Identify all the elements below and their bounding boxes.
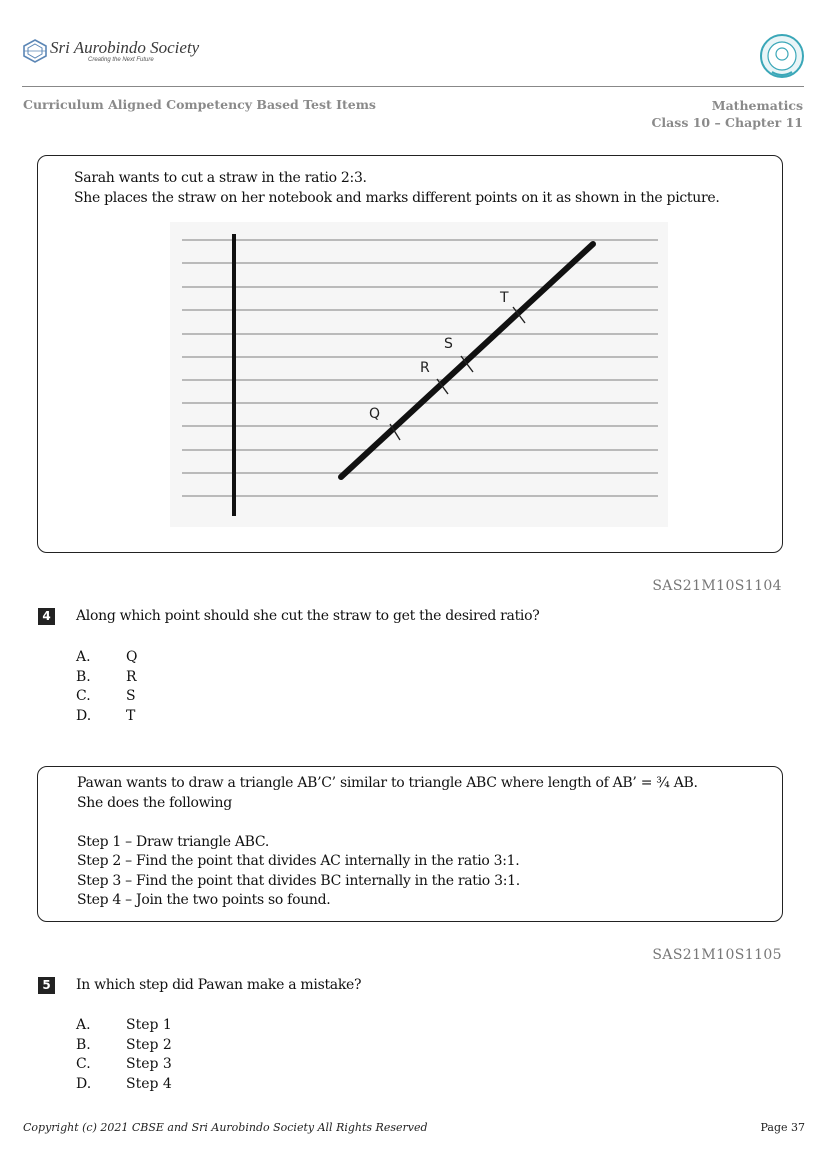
q4-stem-line: Sarah wants to cut a straw in the ratio 2:3. (74, 170, 367, 186)
figure-background (170, 222, 668, 527)
option-letter: B. (76, 1036, 91, 1053)
q5-options (76, 1016, 172, 1095)
q5-stem-line: She does the following (77, 794, 232, 811)
option-letter: B. (76, 668, 91, 685)
q5-stem (77, 774, 698, 911)
q4-item-code: SAS21M10S1104 (652, 578, 782, 594)
option-text: R (126, 668, 137, 685)
label-q: Q (369, 406, 381, 422)
q5-step-line: Step 3 – Find the point that divides BC internally in the ratio 3:1. (77, 872, 520, 889)
society-logo-icon (22, 38, 48, 64)
option-text: Q (126, 649, 138, 665)
q5-question: In which step did Pawan make a mistake? (76, 977, 362, 993)
option-letter: C. (76, 688, 91, 705)
option-text: Step 4 (126, 1076, 172, 1093)
q4-question: Along which point should she cut the straw to get the desired ratio? (76, 608, 540, 624)
option-text: T (126, 708, 136, 725)
q4-stem (74, 168, 720, 208)
label-s: S (444, 336, 453, 352)
logo-tagline: Creating the Next Future (88, 57, 154, 63)
q5-option-b[interactable] (76, 1036, 172, 1056)
cbse-seal-icon (758, 32, 806, 80)
q5-step-line: Step 1 – Draw triangle ABC. (77, 833, 269, 850)
q5-step-line: Step 4 – Join the two points so found. (77, 892, 331, 908)
q4-option-a[interactable] (76, 648, 137, 668)
q5-step-line: Step 2 – Find the point that divides AC internally in the ratio 3:1. (77, 853, 520, 869)
straw-figure (170, 222, 668, 527)
q5-option-d[interactable] (76, 1075, 172, 1095)
option-text: Step 2 (126, 1036, 172, 1053)
q5-option-c[interactable] (76, 1055, 172, 1075)
header-curriculum-label: Curriculum Aligned Competency Based Test Items (23, 97, 376, 112)
q4-option-d[interactable] (76, 707, 137, 727)
q5-number-badge: 5 (38, 977, 55, 994)
option-letter: A. (76, 649, 91, 665)
footer-page-number: Page 37 (760, 1121, 805, 1134)
footer-copyright: Copyright (c) 2021 CBSE and Sri Aurobindo Society All Rights Reserved (23, 1121, 428, 1134)
option-text: Step 3 (126, 1056, 172, 1073)
logo-title: Sri Aurobindo Society (50, 38, 200, 57)
q4-options (76, 648, 137, 727)
option-letter: A. (76, 1017, 91, 1033)
q4-option-c[interactable] (76, 687, 137, 707)
header-subject-block (651, 97, 803, 131)
q4-number-badge: 4 (38, 608, 55, 625)
label-r: R (420, 360, 430, 376)
q4-option-b[interactable] (76, 668, 137, 688)
option-text: S (126, 688, 136, 705)
q5-stem-line: Pawan wants to draw a triangle AB’C’ similar to triangle ABC where length of AB’ = ¾ AB. (77, 775, 698, 791)
q5-option-a[interactable] (76, 1016, 172, 1036)
option-letter: C. (76, 1056, 91, 1073)
q5-item-code: SAS21M10S1105 (652, 947, 782, 963)
header-subject: Mathematics (711, 98, 803, 113)
header-divider (22, 86, 804, 87)
option-letter: D. (76, 708, 92, 725)
option-letter: D. (76, 1076, 92, 1093)
label-t: T (500, 290, 509, 306)
header-chapter: Class 10 – Chapter 11 (651, 115, 803, 130)
option-text: Step 1 (126, 1017, 172, 1033)
q4-stem-line: She places the straw on her notebook and marks different points on it as shown in the picture. (74, 190, 720, 206)
